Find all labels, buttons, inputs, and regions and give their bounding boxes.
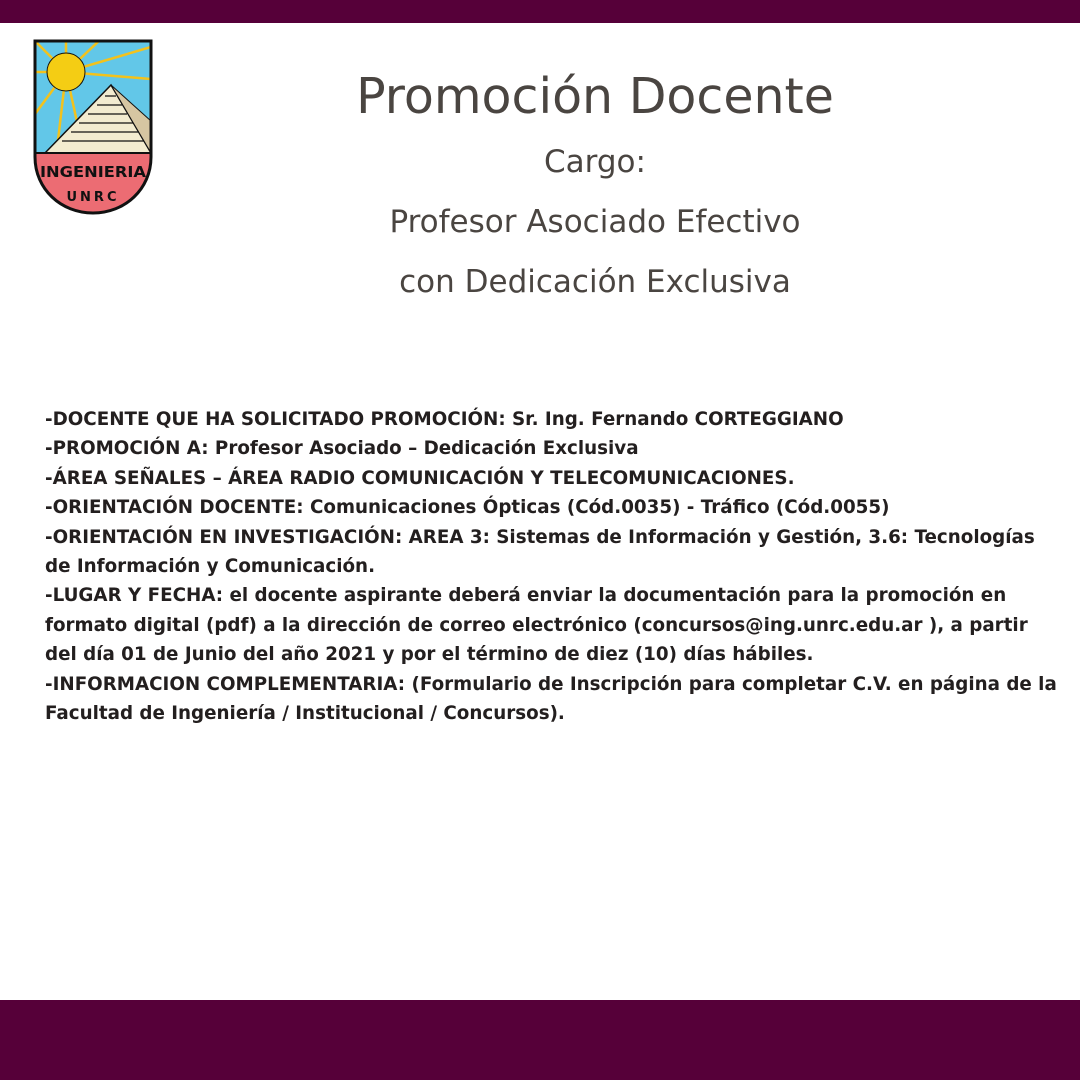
cargo-label: Cargo: <box>544 144 646 180</box>
detail-informacion-complementaria: -INFORMACION COMPLEMENTARIA: (Formulario de Inscripción para completar C.V. en página de la Facultad de Ingeniería / Institucional / Concursos). <box>45 673 1057 725</box>
detail-docente: -DOCENTE QUE HA SOLICITADO PROMOCIÓN: Sr. Ing. Fernando CORTEGGIANO <box>45 409 844 430</box>
position-dedication: con Dedicación Exclusiva <box>399 264 791 300</box>
logo-text-top: INGENIERIA <box>40 163 147 181</box>
page-title: Promoción Docente <box>356 68 834 125</box>
detail-area: -ÁREA SEÑALES – ÁREA RADIO COMUNICACIÓN Y TELECOMUNICACIONES. <box>45 467 795 489</box>
header-block <box>220 62 970 312</box>
ingenieria-unrc-logo <box>33 39 153 215</box>
top-band <box>0 0 1080 23</box>
detail-orientacion-docente: -ORIENTACIÓN DOCENTE: Comunicaciones Ópticas (Cód.0035) - Tráfico (Cód.0055) <box>45 497 890 519</box>
position-title: Profesor Asociado Efectivo <box>389 204 801 240</box>
details-section <box>45 405 1065 728</box>
detail-lugar-fecha: -LUGAR Y FECHA: el docente aspirante deberá enviar la documentación para la promoción en formato digital (pdf) a la dirección de correo electrónico (concursos@ing.unrc.edu.ar ), a partir del día 01 de Junio del año 2021 y por el término de diez (10) días hábiles. <box>45 585 1028 666</box>
detail-promocion: -PROMOCIÓN A: Profesor Asociado – Dedicación Exclusiva <box>45 438 639 460</box>
detail-orientacion-investigacion: -ORIENTACIÓN EN INVESTIGACIÓN: AREA 3: Sistemas de Información y Gestión, 3.6: Tecnologías de Información y Comunicación. <box>45 526 1035 578</box>
bottom-band <box>0 1000 1080 1080</box>
logo-text-bottom: UNRC <box>66 190 120 205</box>
